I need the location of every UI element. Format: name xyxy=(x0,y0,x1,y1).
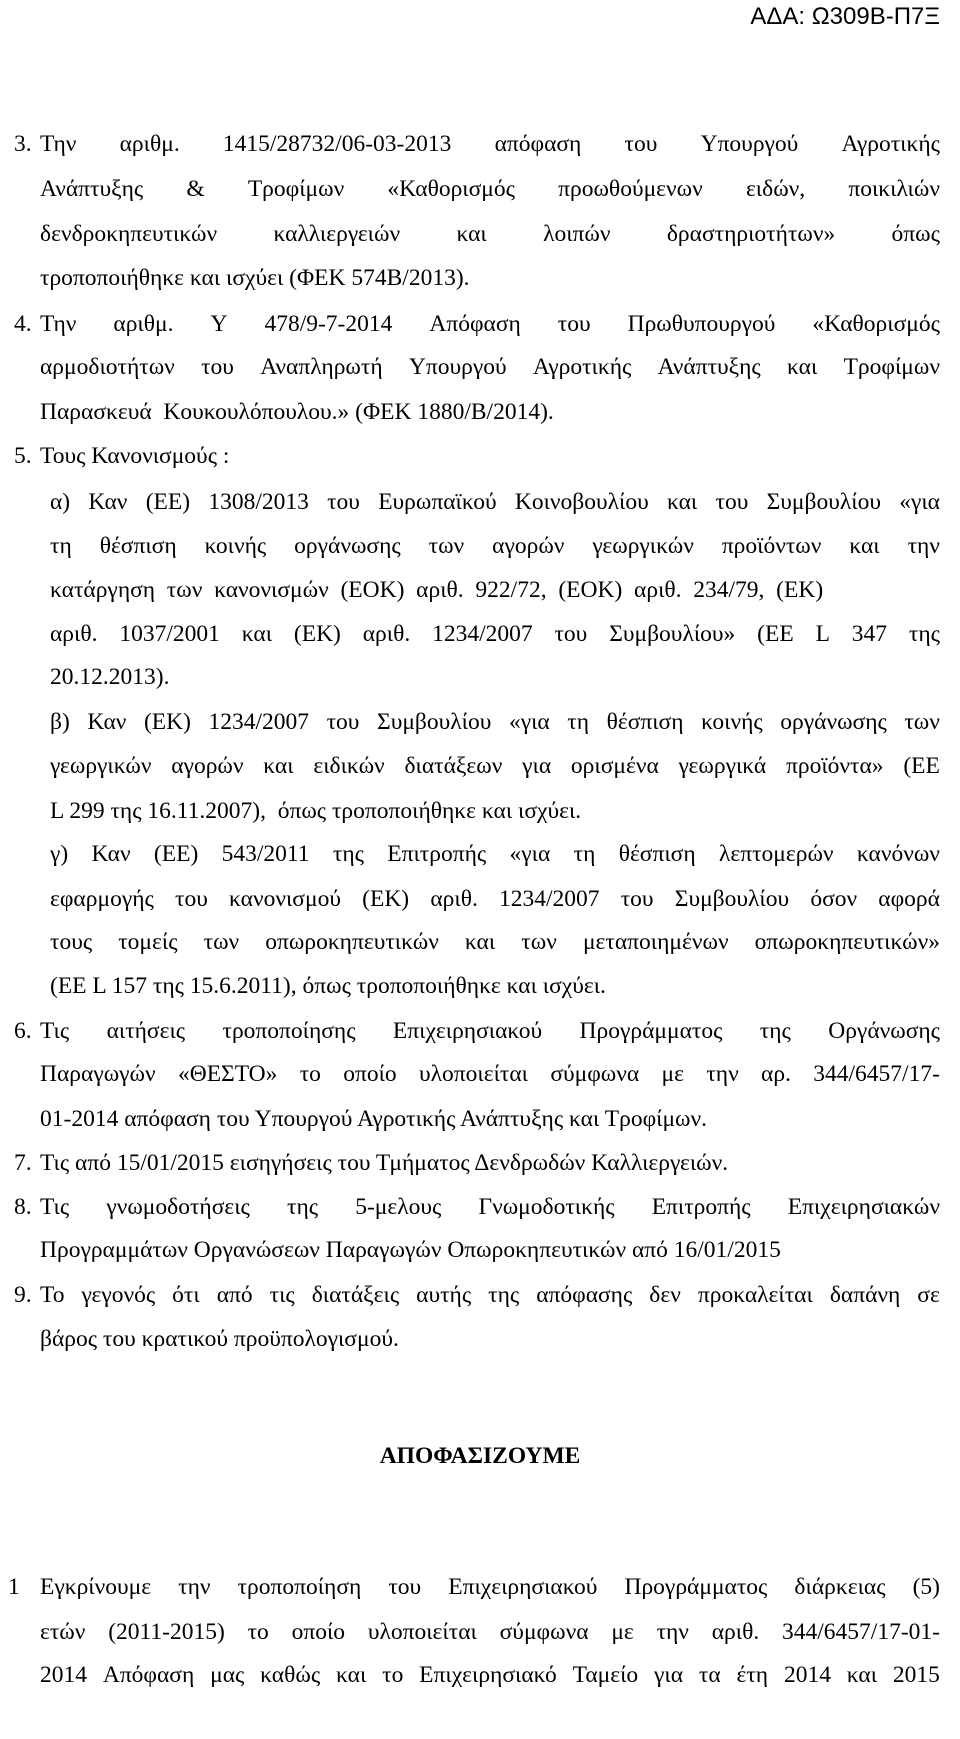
word: Ανάπτυξης xyxy=(657,354,761,380)
item-number: 9. xyxy=(14,1282,32,1308)
word: L xyxy=(815,621,830,647)
paragraph-line xyxy=(50,843,940,867)
word: αριθ. xyxy=(711,1619,760,1645)
word: λοιπών xyxy=(543,221,611,247)
word: καθώς xyxy=(260,1662,321,1688)
word: του xyxy=(554,621,588,647)
word: αγορών xyxy=(492,533,565,559)
word: και xyxy=(849,533,880,559)
word: Απόφαση xyxy=(102,1662,195,1688)
word: της xyxy=(908,621,940,647)
word: του xyxy=(201,354,234,380)
paragraph-line xyxy=(50,931,940,955)
word: τροποποίηση xyxy=(237,1574,362,1600)
paragraph-line: Τους Κανονισμούς : xyxy=(40,443,230,469)
word: της xyxy=(759,1018,791,1044)
word: καλλιεργειών xyxy=(273,221,401,247)
word: και xyxy=(787,354,818,380)
word: και xyxy=(846,1662,878,1688)
word: ορισμένα xyxy=(570,753,659,779)
word: δαπάνη xyxy=(829,1282,901,1308)
word: 478/9-7-2014 xyxy=(264,311,393,337)
word: την xyxy=(178,1574,211,1600)
paragraph-line xyxy=(50,888,940,912)
word: Την xyxy=(40,311,77,337)
paragraph-line xyxy=(40,1063,940,1087)
word: τη xyxy=(50,533,72,559)
word: Επιχειρησιακού xyxy=(392,1018,543,1044)
word: Επιχειρησιακό xyxy=(419,1662,557,1688)
word: τομείς xyxy=(118,929,178,955)
word: «για xyxy=(508,709,550,735)
ada-code: ΑΔΑ: Ω309Β-Π7Ξ xyxy=(750,3,940,30)
item-number: 5. xyxy=(14,443,32,469)
word: Επιτροπής xyxy=(387,841,487,867)
word: την xyxy=(656,1619,689,1645)
word: Τις xyxy=(40,1194,70,1220)
word: Τροφίμων xyxy=(843,354,940,380)
word: 5-μελους xyxy=(355,1194,442,1220)
word: κανόνων xyxy=(856,841,940,867)
decision-heading: ΑΠΟΦΑΣΙΖΟΥΜΕ xyxy=(379,1443,581,1469)
word: των xyxy=(203,929,240,955)
word: προϊόντων xyxy=(721,533,822,559)
word: του xyxy=(388,1574,422,1600)
word: οποίο xyxy=(343,1061,397,1087)
item-number: 8. xyxy=(14,1194,32,1220)
word: Προγράμματος xyxy=(624,1574,768,1600)
word: 543/2011 xyxy=(221,841,310,867)
word: (ΕΚ) xyxy=(293,621,341,647)
word: και xyxy=(263,753,294,779)
word: αρ. xyxy=(761,1061,791,1087)
paragraph-line xyxy=(50,535,940,559)
word: αριθμ. xyxy=(119,131,180,157)
word: 1415/28732/06-03-2013 xyxy=(222,131,452,157)
word: Συμβουλίου» xyxy=(609,621,736,647)
word: οργάνωσης xyxy=(780,709,887,735)
word: διατάξεων xyxy=(404,753,503,779)
word: (ΕΕ xyxy=(903,753,940,779)
paragraph-line: Παρασκευά Κουκουλόπουλου.» (ΦΕΚ 1880/Β/2014). xyxy=(40,399,554,425)
word: τις xyxy=(269,1282,295,1308)
word: για xyxy=(522,753,552,779)
word: Συμβουλίου xyxy=(766,489,881,515)
word: Αναπληρωτή xyxy=(260,354,383,380)
word: αριθμ. xyxy=(113,311,174,337)
word: Προγράμματος xyxy=(579,1018,723,1044)
word: τη xyxy=(567,709,590,735)
decision-number: 1 xyxy=(8,1574,20,1600)
word: των xyxy=(428,533,465,559)
word: Υπουργού xyxy=(408,354,507,380)
word: Ανάπτυξης xyxy=(40,176,144,202)
item-number: 3. xyxy=(14,131,32,157)
word: Καν xyxy=(91,841,131,867)
word: σύμφωνα xyxy=(550,1061,640,1087)
word: Οργάνωσης xyxy=(828,1018,940,1044)
word: διάρκειας xyxy=(794,1574,886,1600)
paragraph-line xyxy=(40,1196,940,1220)
paragraph-line xyxy=(50,711,940,735)
word: εφαρμογής xyxy=(50,886,154,912)
word: Αγροτικής xyxy=(532,354,632,380)
word: υλοποιείται xyxy=(367,1619,477,1645)
word: 344/6457/17- xyxy=(813,1061,940,1087)
word: με xyxy=(661,1061,685,1087)
item-number: 6. xyxy=(14,1018,32,1044)
word: οργάνωσης xyxy=(294,533,401,559)
word: Καν xyxy=(88,489,128,515)
word: το xyxy=(299,1061,321,1087)
word: οπωροκηπευτικών xyxy=(265,929,439,955)
word: Ευρωπαϊκού xyxy=(378,489,497,515)
word: ποικιλιών xyxy=(848,176,940,202)
word: κοινής xyxy=(204,533,267,559)
word: του xyxy=(715,489,749,515)
word: δενδροκηπευτικών xyxy=(40,221,218,247)
word: «για xyxy=(899,489,940,515)
word: 1037/2001 xyxy=(119,621,220,647)
word: σε xyxy=(917,1282,940,1308)
word: γεγονός xyxy=(81,1282,156,1308)
word: Συμβουλίου xyxy=(674,886,790,912)
word: το xyxy=(247,1619,269,1645)
word: την xyxy=(907,533,940,559)
word: (ΕΕ) xyxy=(145,489,191,515)
paragraph-line xyxy=(50,623,940,647)
word: 344/6457/17-01- xyxy=(782,1619,940,1645)
word: Υ xyxy=(210,311,228,337)
word: 1234/2007 xyxy=(208,709,310,735)
paragraph-line xyxy=(50,755,940,779)
word: Τροφίμων xyxy=(247,176,345,202)
word: κανονισμού xyxy=(229,886,341,912)
word: (2011-2015) xyxy=(108,1619,225,1645)
word: όσον xyxy=(810,886,858,912)
word: β) xyxy=(50,709,70,735)
word: Απόφαση xyxy=(429,311,521,337)
word: αιτήσεις xyxy=(106,1018,186,1044)
paragraph-line: 01-2014 απόφαση του Υπουργού Αγροτικής Ανάπτυξης και Τροφίμων. xyxy=(40,1106,708,1132)
word: Συμβουλίου xyxy=(377,709,492,735)
word: 1234/2007 xyxy=(499,886,600,912)
word: θέσπιση xyxy=(606,709,684,735)
paragraph-line xyxy=(40,1020,940,1044)
word: αρμοδιοτήτων xyxy=(40,354,175,380)
word: ειδικών xyxy=(313,753,385,779)
word: και xyxy=(456,221,487,247)
word: οποίο xyxy=(291,1619,346,1645)
paragraph-line: (ΕΕ L 157 της 15.6.2011), όπως τροποποιήθηκε και ισχύει. xyxy=(50,973,606,999)
word: διατάξεις xyxy=(311,1282,400,1308)
word: της xyxy=(488,1282,520,1308)
word: των xyxy=(521,929,557,955)
word: αριθ. xyxy=(430,886,478,912)
word: υλοποιείται xyxy=(419,1061,529,1087)
word: του xyxy=(557,311,591,337)
word: και xyxy=(464,929,496,955)
word: των xyxy=(904,709,940,735)
word: δεν xyxy=(649,1282,681,1308)
paragraph-line xyxy=(50,491,940,515)
word: το xyxy=(382,1662,404,1688)
word: προωθούμενων xyxy=(558,176,703,202)
paragraph-line xyxy=(40,1284,940,1308)
paragraph-line: L 299 της 16.11.2007), όπως τροποποιήθηκε και ισχύει. xyxy=(50,798,582,824)
word: αριθ. xyxy=(50,621,98,647)
paragraph-line xyxy=(40,356,940,380)
word: Το xyxy=(40,1282,65,1308)
decision-line xyxy=(40,1664,940,1688)
paragraph-line xyxy=(40,313,940,337)
word: οπωροκηπευτικών» xyxy=(754,929,940,955)
word: απόφασης xyxy=(536,1282,633,1308)
word: & xyxy=(186,176,205,202)
word: ότι xyxy=(172,1282,200,1308)
word: γ) xyxy=(50,841,69,867)
word: Τις xyxy=(40,1018,70,1044)
word: για xyxy=(654,1662,684,1688)
paragraph-line xyxy=(40,223,940,247)
word: 2014 xyxy=(40,1662,87,1688)
word: τροποποίησης xyxy=(222,1018,356,1044)
word: μεταποιημένων xyxy=(582,929,729,955)
word: (ΕΚ) xyxy=(362,886,410,912)
word: 1308/2013 xyxy=(208,489,309,515)
paragraph-line: κατάργηση των κανονισμών (ΕΟΚ) αριθ. 922/72, (ΕΟΚ) αριθ. 234/79, (ΕΚ) xyxy=(50,577,824,603)
paragraph-line: 20.12.2013). xyxy=(50,664,170,690)
word: σύμφωνα xyxy=(499,1619,589,1645)
word: Γνωμοδοτικής xyxy=(478,1194,615,1220)
word: Ταμείο xyxy=(572,1662,639,1688)
item-number: 7. xyxy=(14,1150,32,1176)
word: Την xyxy=(40,131,77,157)
word: και xyxy=(336,1662,367,1688)
decision-line xyxy=(40,1621,940,1645)
word: του xyxy=(175,886,208,912)
paragraph-line: τροποποιήθηκε και ισχύει (ΦΕΚ 574Β/2013). xyxy=(40,265,470,291)
word: θέσπιση xyxy=(618,841,696,867)
word: έτη xyxy=(736,1662,769,1688)
word: «για xyxy=(509,841,551,867)
word: Παραγωγών xyxy=(40,1061,156,1087)
word: γνωμοδοτήσεις xyxy=(106,1194,250,1220)
word: Αγροτικής xyxy=(841,131,940,157)
word: θέσπιση xyxy=(99,533,177,559)
word: με xyxy=(611,1619,634,1645)
word: αφορά xyxy=(878,886,940,912)
word: του xyxy=(326,709,360,735)
word: την xyxy=(706,1061,739,1087)
paragraph-line xyxy=(40,178,940,202)
word: Εγκρίνουμε xyxy=(40,1574,152,1600)
word: 1234/2007 xyxy=(432,621,533,647)
word: τη xyxy=(573,841,596,867)
decision-line xyxy=(40,1576,940,1600)
word: αγορών xyxy=(171,753,244,779)
word: του xyxy=(624,131,658,157)
word: αριθ. xyxy=(362,621,411,647)
word: τα xyxy=(698,1662,721,1688)
paragraph-line xyxy=(40,133,940,157)
word: «Καθορισμός xyxy=(387,176,515,202)
word: Κοινοβουλίου xyxy=(514,489,649,515)
word: α) xyxy=(50,489,71,515)
paragraph-line: Προγραμμάτων Οργανώσεων Παραγωγών Οπωροκηπευτικών από 16/01/2015 xyxy=(40,1237,781,1263)
word: γεωργικά xyxy=(678,753,767,779)
word: 2014 xyxy=(783,1662,831,1688)
word: του xyxy=(620,886,654,912)
word: Επιτροπής xyxy=(651,1194,751,1220)
word: 347 xyxy=(851,621,888,647)
word: λεπτομερών xyxy=(718,841,834,867)
word: από xyxy=(216,1282,253,1308)
word: γεωργικών xyxy=(592,533,694,559)
paragraph-line: βάρος του κρατικού προϋπολογισμού. xyxy=(40,1326,399,1352)
word: προκαλείται xyxy=(697,1282,813,1308)
word: της xyxy=(287,1194,319,1220)
word: γεωργικών xyxy=(50,753,152,779)
word: Επιχειρησιακών xyxy=(787,1194,940,1220)
word: Πρωθυπουργού xyxy=(627,311,776,337)
word: «Καθορισμός xyxy=(812,311,940,337)
word: προϊόντα» xyxy=(786,753,884,779)
item-number: 4. xyxy=(14,311,32,337)
word: ειδών, xyxy=(745,176,806,202)
word: δραστηριοτήτων» xyxy=(666,221,836,247)
word: Επιχειρησιακού xyxy=(448,1574,598,1600)
word: του xyxy=(327,489,360,515)
word: Καν xyxy=(87,709,127,735)
paragraph-line: Τις από 15/01/2015 εισηγήσεις του Τμήματος Δενδρωδών Καλλιεργειών. xyxy=(40,1150,729,1176)
word: «ΘΕΣΤΟ» xyxy=(177,1061,278,1087)
word: ετών xyxy=(40,1619,86,1645)
word: τους xyxy=(50,929,93,955)
word: και xyxy=(666,489,698,515)
word: (ΕΕ xyxy=(757,621,794,647)
word: (ΕΕ) xyxy=(153,841,199,867)
word: (5) xyxy=(912,1574,940,1600)
word: της xyxy=(332,841,364,867)
word: (ΕΚ) xyxy=(143,709,191,735)
word: και xyxy=(241,621,273,647)
word: αυτής xyxy=(416,1282,472,1308)
word: Υπουργού xyxy=(700,131,799,157)
word: όπως xyxy=(891,221,940,247)
word: μας xyxy=(210,1662,245,1688)
word: κοινής xyxy=(701,709,763,735)
word: 2015 xyxy=(892,1662,940,1688)
word: απόφαση xyxy=(494,131,582,157)
